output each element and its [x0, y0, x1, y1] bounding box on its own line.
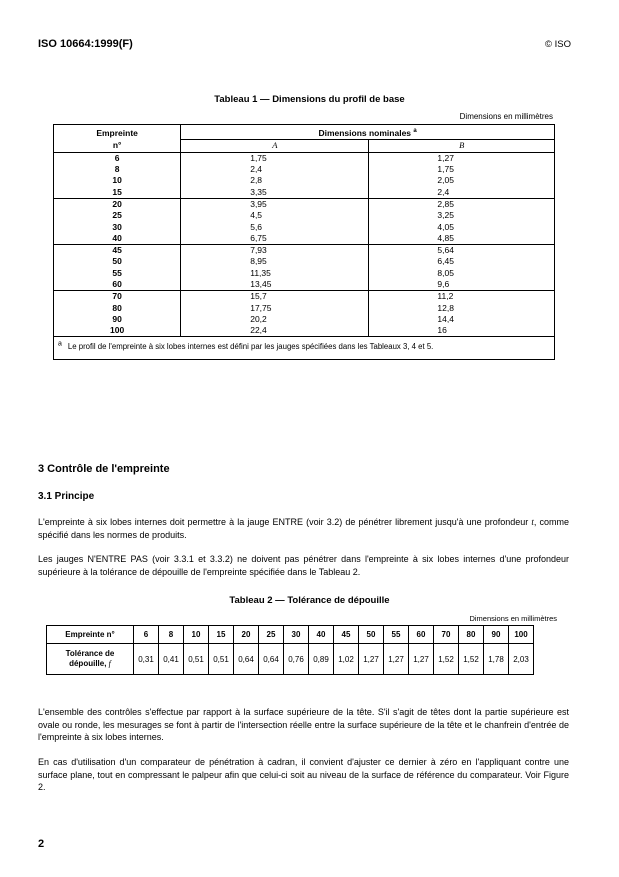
tolerance-value: 0,76	[284, 644, 309, 675]
empreinte-col-header: 10	[184, 626, 209, 644]
dim-b-cell: 5,64	[369, 244, 555, 256]
dim-b-cell: 6,45	[369, 256, 555, 267]
p1-symbol-t: t	[531, 517, 534, 527]
tolerance-value: 0,64	[259, 644, 284, 675]
dim-a-cell: 4,5	[181, 210, 369, 221]
document-id: ISO 10664:1999(F)	[38, 38, 133, 50]
footnote-text: Le profil de l'empreinte à six lobes internes est défini par les jauges spécifiées dans les Tableaux 3, 4 et 5.	[67, 342, 434, 352]
tolerance-value: 1,52	[434, 644, 459, 675]
dim-b-cell: 3,25	[369, 210, 555, 221]
tolerance-value: 1,52	[459, 644, 484, 675]
col-a-header: A	[181, 140, 369, 152]
empreinte-cell: 15	[54, 186, 181, 198]
dim-a-cell: 1,75	[181, 152, 369, 164]
paragraph-3: L'ensemble des contrôles s'effectue par rapport à la surface supérieure de la tête. S'il s'agit de têtes dont la partie supérieure est ovale ou ronde, les mesurages se font à partir de l'intersection réelle entre la surface supérieure de la tête et le chanfrein d'entrée de l'empreinte à six lobes internes.	[38, 707, 569, 742]
empreinte-col-header: 50	[359, 626, 384, 644]
empreinte-cell: 100	[54, 325, 181, 337]
table-row	[54, 221, 555, 232]
dim-b-cell: 2,05	[369, 175, 555, 186]
dim-b-cell: 14,4	[369, 314, 555, 325]
empreinte-col-header: 25	[259, 626, 284, 644]
table2-row1-label: Empreinte n°	[47, 626, 134, 644]
dim-a-cell: 3,35	[181, 186, 369, 198]
dim-a-cell: 8,95	[181, 256, 369, 267]
dim-b-cell: 9,6	[369, 279, 555, 291]
table-row	[54, 279, 555, 291]
table1-title: Tableau 1 — Dimensions du profil de base	[214, 94, 405, 105]
empreinte-cell: 60	[54, 279, 181, 291]
empreinte-cell: 70	[54, 291, 181, 303]
dim-b-cell: 2,4	[369, 186, 555, 198]
tolerance-value: 2,03	[509, 644, 534, 675]
dim-a-cell: 15,7	[181, 291, 369, 303]
tolerance-value: 1,78	[484, 644, 509, 675]
dim-a-cell: 11,35	[181, 268, 369, 279]
table1	[53, 124, 555, 360]
empreinte-cell: 6	[54, 152, 181, 164]
tolerance-value: 0,64	[234, 644, 259, 675]
dim-a-cell: 7,93	[181, 244, 369, 256]
dim-a-cell: 3,95	[181, 198, 369, 210]
table-row	[54, 314, 555, 325]
empreinte-cell: 55	[54, 268, 181, 279]
table2-row2-label	[47, 644, 134, 675]
table1-footnote	[54, 337, 555, 360]
dim-a-cell: 13,45	[181, 279, 369, 291]
dims-header-note: a	[413, 128, 417, 135]
empreinte-cell: 80	[54, 302, 181, 313]
col1-header-line2: n°	[54, 140, 181, 152]
empreinte-col-header: 45	[334, 626, 359, 644]
empreinte-cell: 30	[54, 221, 181, 232]
table-row	[54, 268, 555, 279]
dim-a-cell: 2,8	[181, 175, 369, 186]
table2-title: Tableau 2 — Tolérance de dépouille	[229, 595, 390, 606]
table-row	[54, 291, 555, 303]
table-row	[54, 198, 555, 210]
dim-a-cell: 5,6	[181, 221, 369, 232]
table-row	[54, 210, 555, 221]
dim-b-cell: 1,27	[369, 152, 555, 164]
row2-label-f: f	[108, 659, 111, 668]
table-row	[54, 164, 555, 175]
dim-b-cell: 12,8	[369, 302, 555, 313]
table2-units: Dimensions en millimètres	[469, 614, 557, 623]
empreinte-col-header: 90	[484, 626, 509, 644]
dims-header	[181, 125, 555, 140]
footnote-mark: a	[58, 340, 62, 348]
dim-a-cell: 20,2	[181, 314, 369, 325]
empreinte-col-header: 15	[209, 626, 234, 644]
dim-a-cell: 2,4	[181, 164, 369, 175]
empreinte-cell: 90	[54, 314, 181, 325]
dim-b-cell: 8,05	[369, 268, 555, 279]
table-row	[54, 256, 555, 267]
table-row	[54, 233, 555, 245]
page-number: 2	[38, 838, 45, 850]
tolerance-value: 1,02	[334, 644, 359, 675]
row2-label-a: Tolérance de	[65, 649, 115, 658]
empreinte-cell: 50	[54, 256, 181, 267]
p1-text-b: , comme spécifié dans les normes de produits.	[38, 517, 569, 540]
empreinte-cell: 45	[54, 244, 181, 256]
empreinte-col-header: 30	[284, 626, 309, 644]
table-row	[54, 302, 555, 313]
empreinte-col-header: 20	[234, 626, 259, 644]
p1-text-a: L'empreinte à six lobes internes doit permettre à la jauge ENTRE (voir 3.2) de pénétrer librement jusqu'à une profondeur	[38, 517, 532, 527]
paragraph-1	[38, 516, 569, 541]
col1-header-line1: Empreinte	[54, 125, 181, 140]
dim-b-cell: 4,85	[369, 233, 555, 245]
section31-heading: 3.1 Principe	[38, 491, 95, 502]
table-row	[54, 186, 555, 198]
empreinte-col-header: 60	[409, 626, 434, 644]
empreinte-col-header: 40	[309, 626, 334, 644]
row2-label-b: dépouille,	[69, 659, 109, 668]
table1-units: Dimensions en millimètres	[459, 112, 553, 121]
empreinte-col-header: 80	[459, 626, 484, 644]
dim-b-cell: 2,85	[369, 198, 555, 210]
table-row	[54, 175, 555, 186]
dim-a-cell: 22,4	[181, 325, 369, 337]
tolerance-value: 1,27	[359, 644, 384, 675]
copyright-mark: © ISO	[544, 39, 571, 50]
empreinte-cell: 10	[54, 175, 181, 186]
empreinte-cell: 8	[54, 164, 181, 175]
dim-b-cell: 1,75	[369, 164, 555, 175]
paragraph-2: Les jauges N'ENTRE PAS (voir 3.3.1 et 3.3.2) ne doivent pas pénétrer dans l'empreinte à six lobes internes d'une profondeur supérieure à la tolérance de dépouille de l'empreinte spécifiée dans le Tableau 2.	[38, 554, 569, 577]
empreinte-cell: 20	[54, 198, 181, 210]
tolerance-value: 0,51	[209, 644, 234, 675]
section3-heading: 3 Contrôle de l'empreinte	[38, 463, 170, 475]
dims-header-text: Dimensions nominales	[318, 128, 412, 139]
table-row	[54, 325, 555, 337]
tolerance-value: 0,51	[184, 644, 209, 675]
dim-b-cell: 4,05	[369, 221, 555, 232]
tolerance-value: 0,31	[134, 644, 159, 675]
tolerance-value: 1,27	[384, 644, 409, 675]
paragraph-4: En cas d'utilisation d'un comparateur de pénétration à cadran, il convient d'ajuster ce dernier à zéro en l'appliquant contre une surface plane, tout en compressant le palpeur afin que celui-ci soit au niveau de la surface de référence du comparateur. Voir Figure 2.	[38, 757, 569, 792]
dim-a-cell: 6,75	[181, 233, 369, 245]
empreinte-cell: 40	[54, 233, 181, 245]
table2	[46, 625, 534, 675]
tolerance-value: 1,27	[409, 644, 434, 675]
dim-b-cell: 11,2	[369, 291, 555, 303]
dim-b-cell: 16	[369, 325, 555, 337]
empreinte-col-header: 70	[434, 626, 459, 644]
empreinte-col-header: 55	[384, 626, 409, 644]
tolerance-value: 0,41	[159, 644, 184, 675]
empreinte-col-header: 8	[159, 626, 184, 644]
empreinte-col-header: 6	[134, 626, 159, 644]
table-row	[54, 244, 555, 256]
empreinte-cell: 25	[54, 210, 181, 221]
col-b-header: B	[369, 140, 555, 152]
table-row	[54, 152, 555, 164]
tolerance-value: 0,89	[309, 644, 334, 675]
dim-a-cell: 17,75	[181, 302, 369, 313]
empreinte-col-header: 100	[509, 626, 534, 644]
